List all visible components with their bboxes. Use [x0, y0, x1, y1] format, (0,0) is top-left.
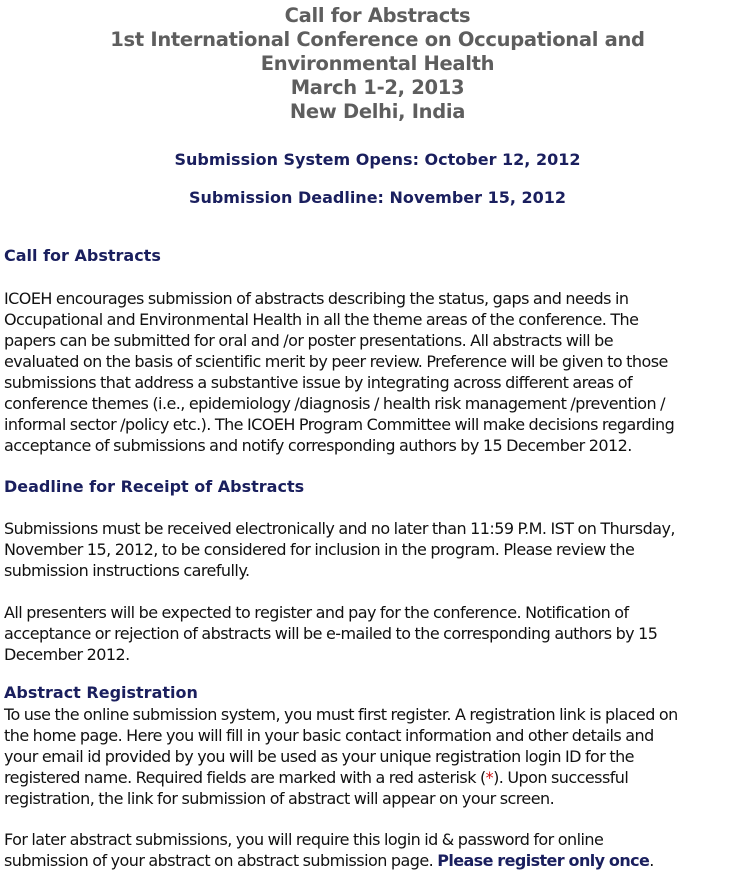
header-title: Call for Abstracts [284, 4, 471, 27]
text-line: informal sector /policy etc.). The ICOEH Program Committee will make decisions regarding [4, 415, 675, 434]
conference-name-line2: Environmental Health [260, 52, 495, 75]
text-line: the home page. Here you will fill in your basic contact information and other details and [4, 726, 654, 745]
text-segment: submission of your abstract on abstract submission page. [4, 851, 438, 870]
text-line: Occupational and Environmental Health in all the theme areas of the conference. The [4, 310, 639, 329]
conference-name-line1: 1st International Conference on Occupational and [110, 28, 645, 51]
text-line: acceptance of submissions and notify corresponding authors by 15 December 2012. [4, 436, 632, 455]
register-once-notice: Please register only once [437, 851, 650, 870]
later-submissions-paragraph [4, 829, 755, 871]
text-line: acceptance or rejection of abstracts will be e-mailed to the corresponding authors by 15 [4, 624, 658, 643]
text-line: December 2012. [4, 645, 130, 664]
text-line: For later abstract submissions, you will require this login id & password for online [4, 830, 604, 849]
abstract-registration-heading: Abstract Registration [4, 683, 198, 702]
deadline-heading: Deadline for Receipt of Abstracts [4, 477, 305, 496]
required-asterisk-icon: * [485, 768, 494, 787]
text-line: evaluated on the basis of scientific merit by peer review. Preference will be given to those [4, 352, 668, 371]
call-for-abstracts-paragraph [4, 288, 755, 456]
text-line: submissions that address a substantive issue by integrating across different areas of [4, 373, 633, 392]
text-line: All presenters will be expected to register and pay for the conference. Notification of [4, 603, 629, 622]
call-for-abstracts-heading: Call for Abstracts [4, 246, 161, 265]
text-segment: ). Upon successful [493, 768, 629, 787]
submission-opens-date: Submission System Opens: October 12, 2012 [174, 150, 581, 169]
text-line: ICOEH encourages submission of abstracts describing the status, gaps and needs in [4, 289, 629, 308]
text-line: registration, the link for submission of abstract will appear on your screen. [4, 789, 555, 808]
text-line: your email id provided by you will be used as your unique registration login ID for the [4, 747, 634, 766]
text-line: November 15, 2012, to be considered for inclusion in the program. Please review the [4, 540, 635, 559]
conference-location: New Delhi, India [289, 100, 466, 123]
page-header [0, 0, 755, 124]
text-line: submission instructions carefully. [4, 561, 250, 580]
deadline-paragraph [4, 518, 755, 581]
conference-dates: March 1-2, 2013 [290, 76, 465, 99]
text-line [4, 767, 755, 788]
text-line: conference themes (i.e., epidemiology /diagnosis / health risk management /prevention / [4, 394, 665, 413]
text-line: To use the online submission system, you must first register. A registration link is placed on [4, 705, 678, 724]
text-segment: registered name. Required fields are marked with a red asterisk ( [4, 768, 486, 787]
text-segment: . [649, 851, 654, 870]
registration-paragraph [4, 704, 755, 809]
text-line [4, 850, 755, 871]
text-line: papers can be submitted for oral and /or poster presentations. All abstracts will be [4, 331, 614, 350]
presenters-paragraph [4, 602, 755, 665]
submission-deadline-date: Submission Deadline: November 15, 2012 [188, 188, 567, 207]
text-line: Submissions must be received electronically and no later than 11:59 P.M. IST on Thursday, [4, 519, 675, 538]
